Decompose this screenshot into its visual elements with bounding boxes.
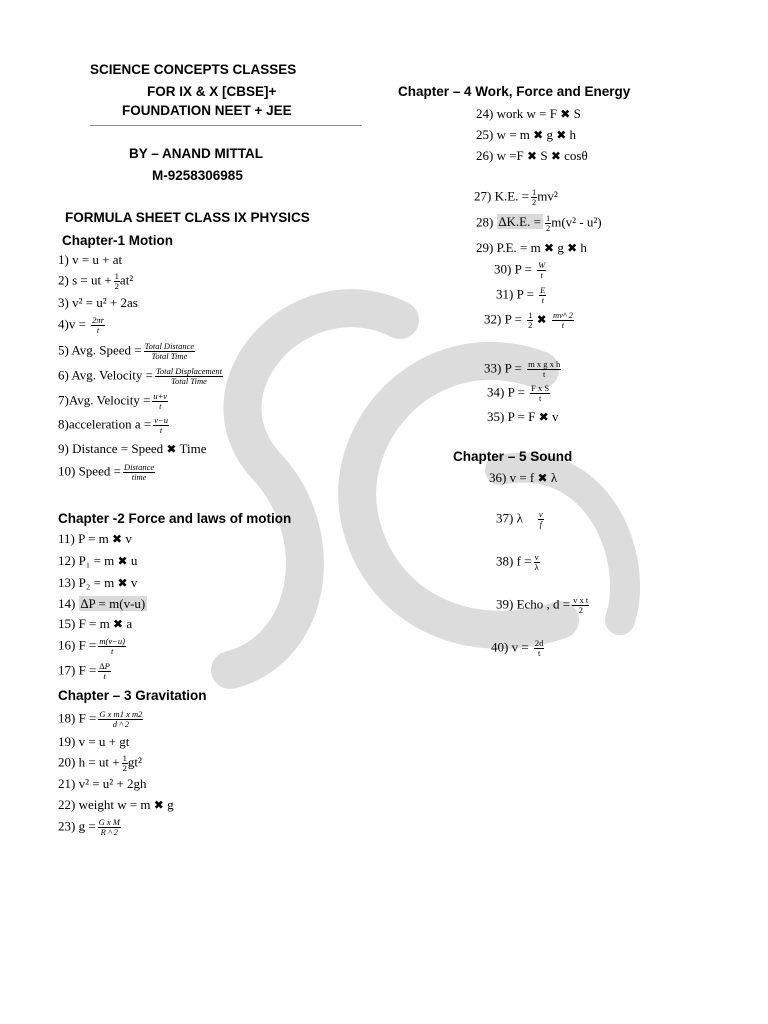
- formula-25: [476, 127, 576, 143]
- fraction-den: Total Time: [171, 376, 207, 386]
- formula-33-fraction: [527, 360, 561, 379]
- formula-31-fraction: [539, 286, 546, 305]
- formula-10: [58, 463, 155, 482]
- formula-27: [474, 188, 558, 207]
- multiply-icon: ✖: [537, 471, 548, 485]
- formula-37-lhs: 37) λ: [496, 510, 523, 526]
- formula-17-fraction: [98, 662, 110, 681]
- formula-29-rhs: h: [580, 240, 587, 255]
- fraction-den: λ: [534, 562, 539, 572]
- fraction-den: t: [110, 646, 114, 656]
- fraction-den: R ^ 2: [100, 827, 118, 837]
- fraction-num: 1: [545, 213, 551, 223]
- formula-13: [58, 575, 137, 591]
- multiply-icon: ✖: [550, 149, 561, 163]
- formula-39-lhs: 39) Echo , d =: [496, 596, 571, 612]
- fraction-den: t: [159, 401, 162, 411]
- fraction-num: G x m1 x m2: [99, 709, 143, 719]
- formula-6-lhs: 6) Avg. Velocity =: [58, 367, 153, 383]
- fraction-den: t: [543, 369, 546, 379]
- formula-23: [58, 818, 121, 837]
- formula-30-fraction: [537, 261, 546, 280]
- formula-25-mid: g: [546, 127, 553, 142]
- formula-5-fraction: [144, 342, 196, 361]
- formula-8-lhs: 8)acceleration a =: [58, 416, 152, 432]
- formula-26-mid: S: [540, 148, 548, 163]
- formula-25-rhs: h: [569, 127, 577, 142]
- formula-27-lhs: 27) K.E. =: [474, 188, 529, 204]
- fraction-num: 1: [122, 753, 127, 763]
- fraction-den: d ^ 2: [112, 719, 130, 729]
- fraction-den: Total Time: [151, 351, 188, 361]
- formula-26-rhs: cosθ: [564, 148, 588, 163]
- fraction-den: 2: [528, 320, 533, 330]
- formula-9-rhs: Time: [179, 441, 207, 456]
- formula-9: [58, 441, 206, 457]
- formula-4-fraction: [91, 316, 105, 335]
- multiply-icon: ✖: [536, 312, 547, 327]
- formula-24-lhs: 24) work w = F: [476, 106, 557, 121]
- formula-2: [58, 272, 133, 291]
- fraction-num: 2d: [534, 638, 544, 648]
- fraction-den: 2: [122, 763, 127, 773]
- formula-16: [58, 637, 126, 656]
- fraction-den: t: [96, 325, 100, 335]
- formula-15-lhs: 15) F = m: [58, 616, 110, 631]
- formula-35-rhs: v: [551, 409, 559, 424]
- author-name: BY – ANAND MITTAL: [129, 146, 263, 161]
- formula-29: [476, 240, 587, 256]
- formula-10-fraction: [123, 463, 155, 482]
- formula-38-fraction: [534, 553, 540, 572]
- multiply-icon: ✖: [113, 617, 124, 631]
- formula-28: [476, 214, 602, 233]
- formula-8: [58, 416, 169, 435]
- fraction-den: t: [538, 393, 542, 403]
- chapter-1-heading: Chapter-1 Motion: [62, 233, 173, 248]
- fraction-num: v x t: [573, 595, 589, 605]
- formula-7-fraction: [152, 392, 168, 411]
- formula-30-lhs: 30) P =: [494, 261, 532, 277]
- fraction-den: 2: [578, 605, 583, 615]
- formula-12-rhs: u: [130, 553, 138, 568]
- formula-11: [58, 531, 132, 547]
- formula-18-lhs: 18) F =: [58, 710, 97, 726]
- chapter-5-heading: Chapter – 5 Sound: [453, 449, 573, 464]
- chapter-3-heading: Chapter – 3 Gravitation: [58, 688, 207, 703]
- header-line1: SCIENCE CONCEPTS CLASSES: [90, 62, 297, 77]
- fraction-num: v−u: [154, 415, 168, 425]
- formula-14-lhs: 14): [58, 596, 76, 611]
- formula-34-fraction: [530, 384, 550, 403]
- formula-22: [58, 797, 174, 813]
- formula-20: [58, 754, 142, 773]
- fraction-num: 1: [532, 187, 537, 197]
- fraction-den: t: [103, 671, 106, 681]
- multiply-icon: ✖: [567, 241, 578, 255]
- formula-6: [58, 367, 223, 386]
- formula-29-lhs: 29) P.E. = m: [476, 240, 541, 255]
- formula-24: [476, 106, 581, 122]
- fraction-num: 1: [114, 271, 119, 281]
- multiply-icon: ✖: [153, 798, 164, 812]
- multiply-icon: ✖: [166, 442, 177, 456]
- formula-14-highlight: ∆P = m(v-u): [80, 596, 146, 611]
- fraction-num: m(v−u): [99, 636, 125, 646]
- formula-22-rhs: g: [167, 797, 174, 812]
- multiply-icon: ✖: [560, 107, 571, 121]
- formula-23-fraction: [98, 818, 121, 837]
- formula-38: [496, 553, 540, 572]
- formula-8-fraction: [153, 416, 169, 435]
- sheet-title: FORMULA SHEET CLASS IX PHYSICS: [65, 210, 310, 225]
- fraction-den: 2: [532, 197, 537, 207]
- fraction-den: f: [539, 519, 542, 529]
- formula-16-lhs: 16) F =: [58, 637, 97, 653]
- formula-19: 19) v = u + gt: [58, 734, 130, 749]
- header-divider: [90, 125, 362, 126]
- formula-5: [58, 342, 195, 361]
- formula-10-lhs: 10) Speed =: [58, 463, 121, 479]
- formula-27-rhs: mv²: [537, 188, 558, 204]
- formula-18: [58, 710, 143, 729]
- formula-33: [484, 360, 561, 379]
- fraction-num: v: [534, 552, 539, 562]
- formula-37: [496, 510, 544, 529]
- multiply-icon: ✖: [556, 128, 567, 142]
- formula-7: [58, 392, 168, 411]
- formula-7-lhs: 7)Avg. Velocity =: [58, 392, 151, 408]
- formula-22-lhs: 22) weight w = m: [58, 797, 151, 812]
- multiply-icon: ✖: [117, 576, 128, 590]
- fraction-num: F x S: [531, 383, 550, 393]
- formula-36-rhs: λ: [550, 470, 558, 485]
- formula-12: [58, 553, 137, 569]
- formula-29-mid: g: [557, 240, 564, 255]
- multiply-icon: ✖: [527, 149, 538, 163]
- formula-35: [487, 409, 558, 425]
- fraction-num: ∆P: [99, 661, 110, 671]
- formula-6-fraction: [155, 367, 223, 386]
- multiply-icon: ✖: [117, 554, 128, 568]
- formula-28-highlight: ∆K.E. =: [498, 214, 541, 230]
- formula-13-rhs: v: [130, 575, 138, 590]
- formula-40: [491, 639, 544, 658]
- chapter-2-heading: Chapter -2 Force and laws of motion: [58, 511, 292, 526]
- formula-34: [487, 384, 550, 403]
- formula-36-lhs: 36) v = f: [489, 470, 535, 485]
- formula-34-lhs: 34) P =: [487, 384, 525, 400]
- fraction-num: v: [538, 509, 543, 519]
- multiply-icon: ✖: [533, 128, 544, 142]
- fraction-num: 2πr: [92, 315, 104, 325]
- formula-3: 3) v² = u² + 2as: [58, 295, 138, 310]
- formula-24-rhs: S: [573, 106, 581, 121]
- fraction-num: mv^ 2: [552, 310, 573, 320]
- formula-25-lhs: 25) w = m: [476, 127, 530, 142]
- chapter-4-heading: Chapter – 4 Work, Force and Energy: [398, 84, 631, 99]
- formula-17-lhs: 17) F =: [58, 662, 97, 678]
- fraction-num: Total Displacement: [155, 366, 223, 376]
- fraction-num: 1: [528, 310, 533, 320]
- formula-26-lhs: 26) w =F: [476, 148, 524, 163]
- formula-30: [494, 261, 546, 280]
- fraction-half: [527, 311, 533, 330]
- formula-32-fraction: [552, 311, 574, 330]
- formula-31-lhs: 31) P =: [496, 286, 534, 302]
- formula-17: [58, 662, 111, 681]
- header-line3: FOUNDATION NEET + JEE: [122, 103, 292, 118]
- formula-4: [58, 316, 105, 335]
- formula-28-rhs: m(v² - u²): [551, 214, 602, 230]
- formula-20-rhs: gt²: [127, 754, 142, 770]
- formula-40-lhs: 40) v =: [491, 639, 529, 655]
- formula-13-lhs: 13) P₂ = m: [58, 575, 115, 590]
- formula-2-lhs: 2) s = ut +: [58, 272, 112, 288]
- fraction-num: G x M: [98, 817, 120, 827]
- formula-5-lhs: 5) Avg. Speed =: [58, 342, 142, 358]
- multiply-icon: ✖: [544, 241, 555, 255]
- formula-32-lhs: 32) P =: [484, 311, 522, 327]
- multiply-icon: ✖: [538, 410, 549, 424]
- fraction-num: Distance: [123, 462, 155, 472]
- formula-36: [489, 470, 557, 486]
- formula-14: [58, 596, 147, 612]
- formula-35-lhs: 35) P = F: [487, 409, 536, 424]
- fraction-den: t: [159, 425, 163, 435]
- formula-18-fraction: [98, 710, 143, 729]
- fraction-den: 2: [545, 223, 551, 233]
- fraction-num: W: [538, 260, 546, 270]
- formula-31: [496, 286, 546, 305]
- formula-40-fraction: [534, 639, 545, 658]
- formula-9-lhs: 9) Distance = Speed: [58, 441, 164, 456]
- fraction-num: u+v: [153, 391, 168, 401]
- formula-33-lhs: 33) P =: [484, 360, 522, 376]
- formula-28-lhs: 28): [476, 214, 494, 230]
- formula-23-lhs: 23) g =: [58, 818, 96, 834]
- fraction-num: E: [540, 285, 546, 295]
- fraction-den: t: [561, 320, 565, 330]
- fraction-den: 2: [114, 281, 119, 291]
- formula-26: [476, 148, 588, 164]
- formula-39-fraction: [572, 596, 589, 615]
- formula-1: 1) v = u + at: [58, 252, 123, 267]
- fraction-num: m x g x h: [528, 359, 561, 369]
- formula-11-rhs: v: [125, 531, 132, 546]
- formula-16-fraction: [98, 637, 126, 656]
- author-phone: M-9258306985: [152, 168, 243, 183]
- fraction-den: time: [131, 472, 147, 482]
- formula-37-fraction: [538, 510, 544, 529]
- formula-2-rhs: at²: [119, 272, 134, 288]
- formula-39: [496, 596, 589, 615]
- formula-11-lhs: 11) P = m: [58, 531, 109, 546]
- fraction-num: Total Distance: [144, 341, 195, 351]
- formula-4-lhs: 4)v =: [58, 316, 86, 332]
- header-line2: FOR IX & X [CBSE]+: [147, 84, 277, 99]
- formula-15: [58, 616, 132, 632]
- formula-32: [484, 311, 574, 330]
- formula-38-lhs: 38) f =: [496, 553, 532, 569]
- formula-12-lhs: 12) P₁ = m: [58, 553, 115, 568]
- fraction-den: t: [537, 648, 541, 658]
- fraction-den: t: [540, 270, 543, 280]
- formula-20-lhs: 20) h = ut +: [58, 754, 120, 770]
- multiply-icon: ✖: [112, 532, 123, 546]
- formula-21: 21) v² = u² + 2gh: [58, 776, 147, 791]
- fraction-den: t: [541, 295, 544, 305]
- formula-15-rhs: a: [126, 616, 133, 631]
